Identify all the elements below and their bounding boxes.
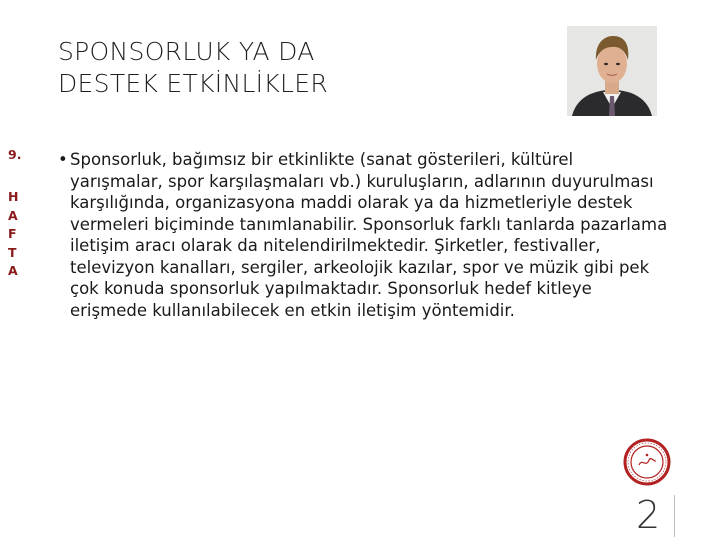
page-number: 2 [636,493,661,537]
slide-title-line-1: SPONSORLUK YA DA [58,37,315,66]
page-divider [674,495,675,537]
portrait-image [567,26,657,116]
bullet-paragraph [58,149,668,321]
seal-icon [623,438,671,486]
side-letter: A [8,263,18,279]
slide-title [58,36,328,100]
paragraph-text: Sponsorluk, bağımsız bir etkinlikte (sanat gösterileri, kültürel yarışmalar, spor karşılaşmaları vb.) kuruluşların, adlarının duyurulması karşılığında, organizasyona maddi olarak ya da hizmetleriyle destek vermeleri biçiminde tanımlanabilir. Sponsorluk farklı tanlarda pazarlama iletişim aracı olarak da nitelendirilmektedir. Şirketler, festivaller, televizyon kanalları, sergiler, arkeolojik kazılar, spor ve müzik gibi pek çok konuda sponsorluk yapılmaktadır. Sponsorluk hedef kitleye erişmede kullanılabilecek en etkin iletişim yöntemidir. [70,150,668,320]
slide-title-line-2: DESTEK ETKİNLİKLER [58,69,329,98]
presenter-photo [567,26,657,116]
side-letter: F [8,226,17,242]
side-letter: H [8,189,19,204]
week-number: 9. [8,147,22,162]
week-side-label [8,147,28,281]
side-letter: T [8,244,17,260]
bullet-icon: • [58,150,68,169]
side-letter: A [8,207,18,223]
university-seal-logo [623,438,671,486]
